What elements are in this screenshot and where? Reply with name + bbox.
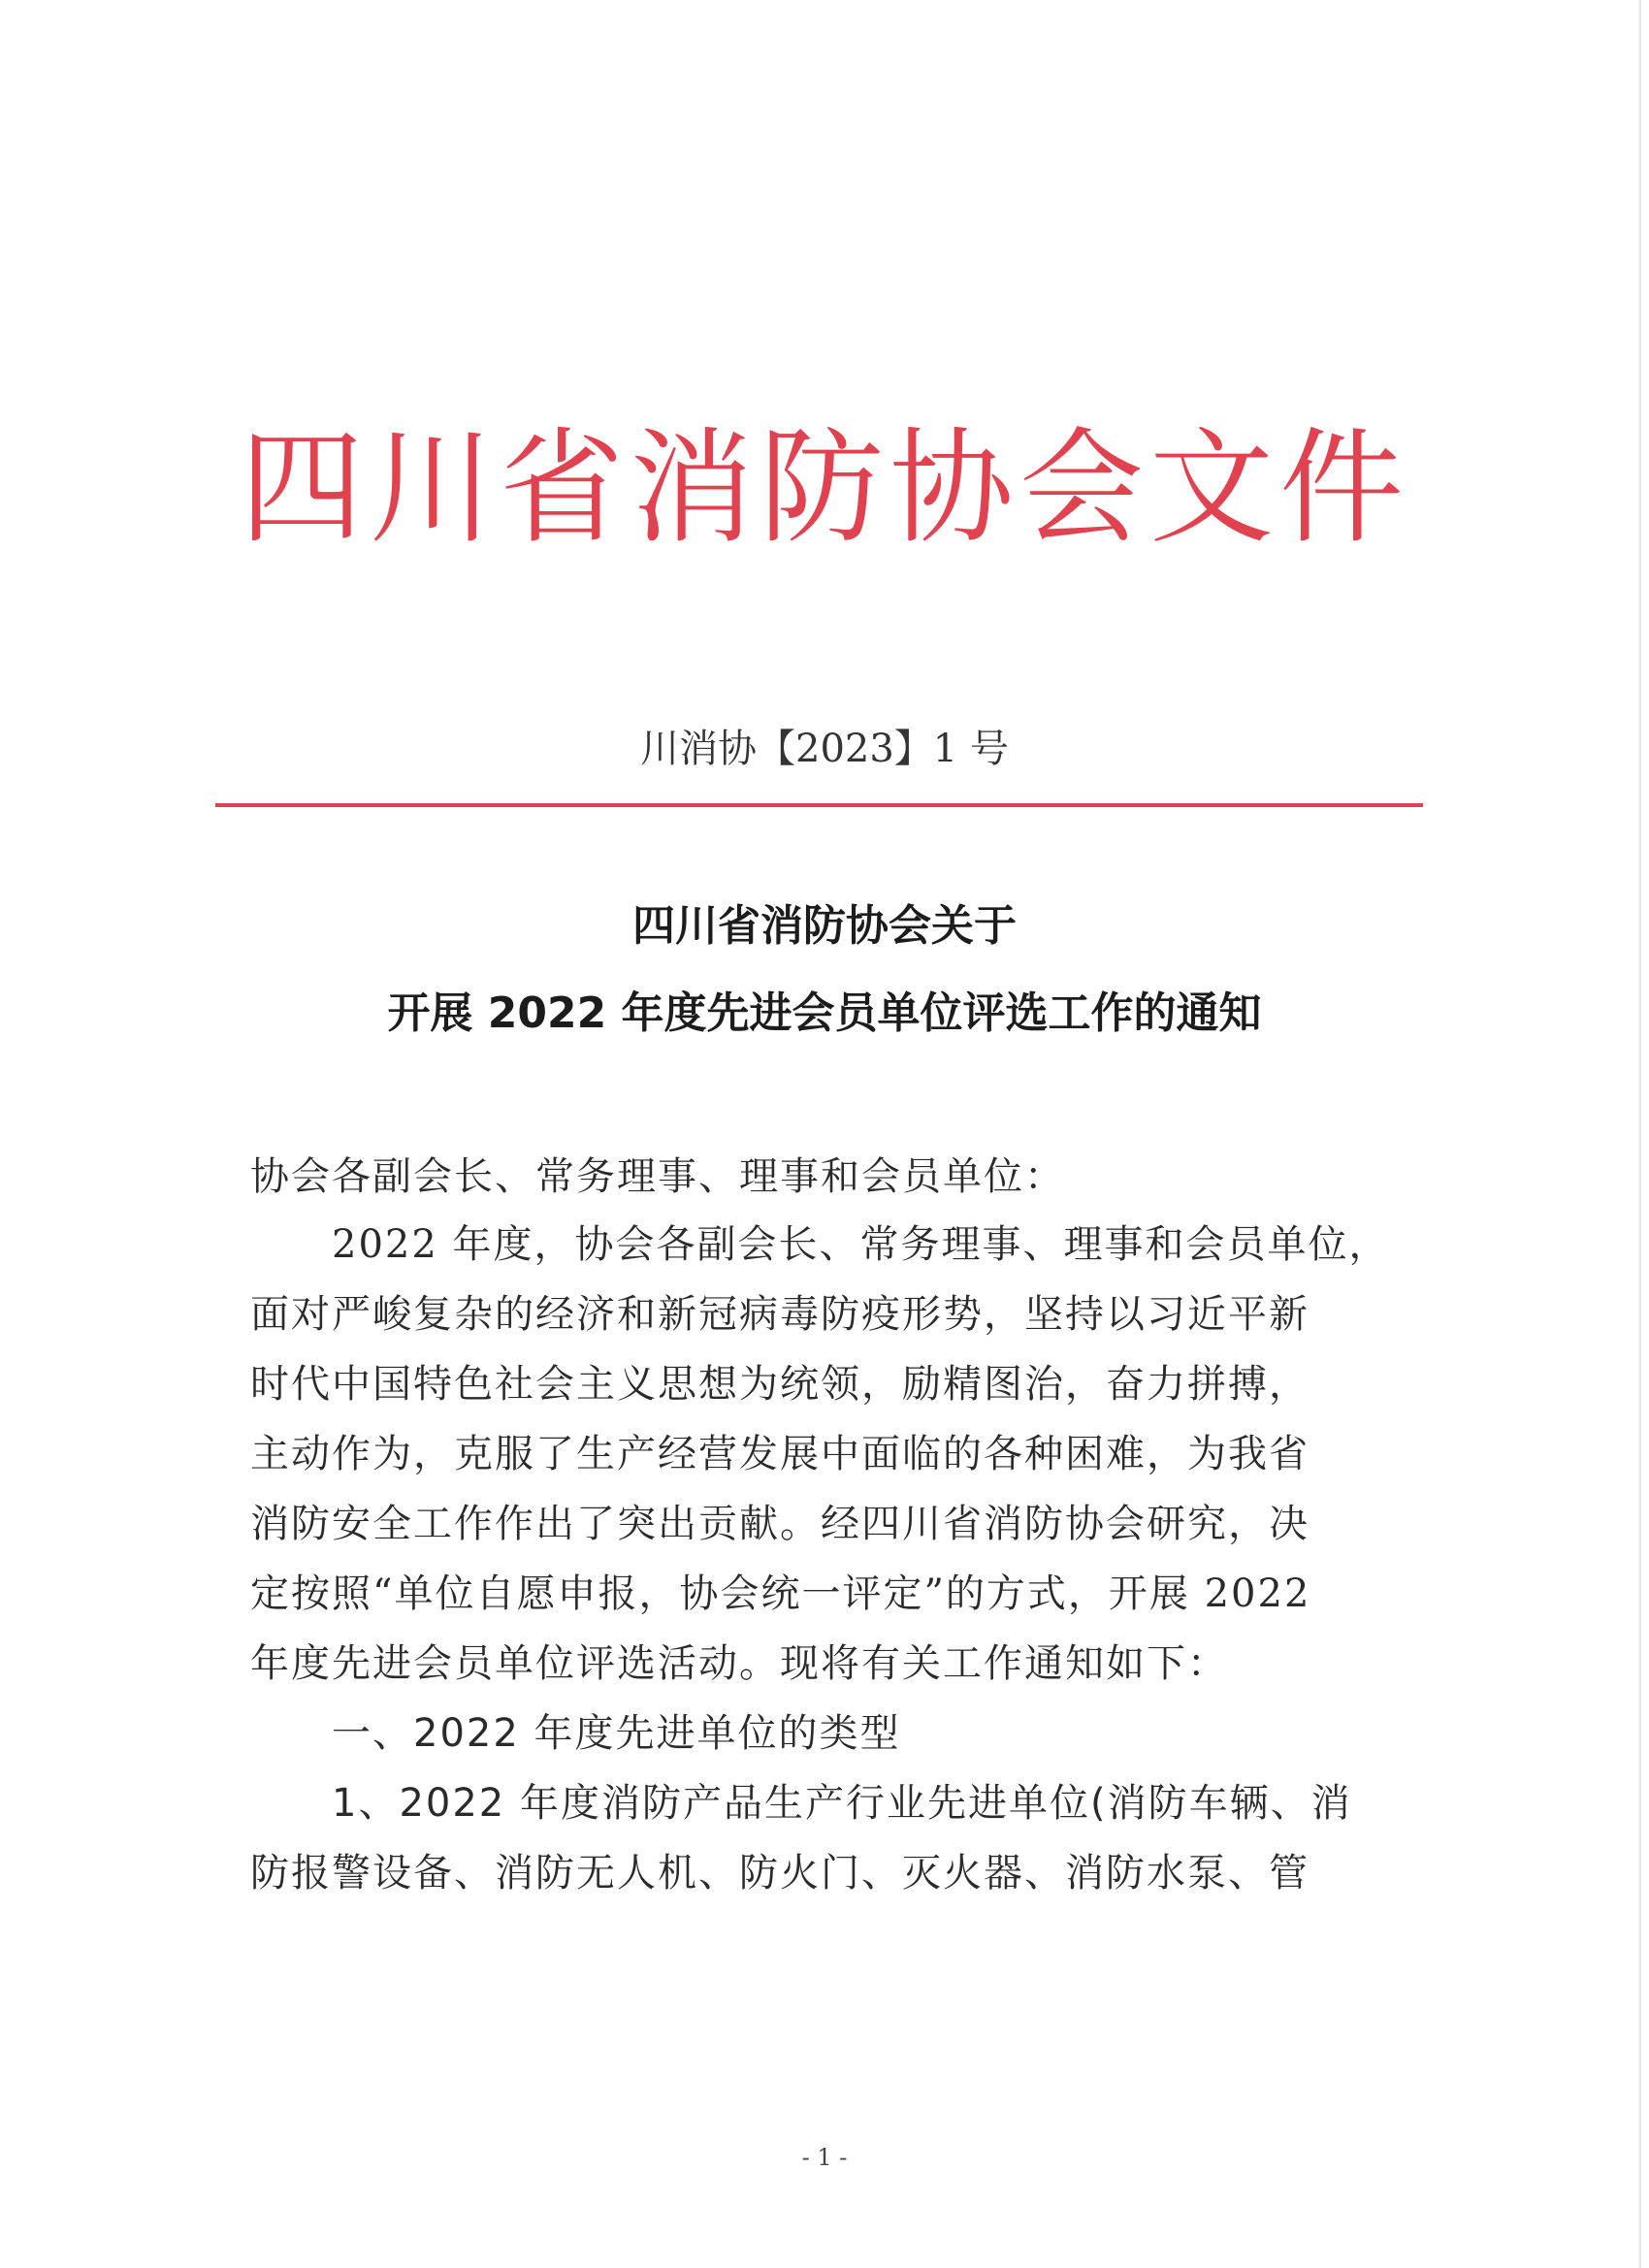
body-line: 消防安全工作作出了突出贡献。经四川省消防协会研究，决 [250, 1502, 1310, 1546]
document-number: 川消协【2023】1 号 [640, 727, 1009, 771]
section-heading: 一、2022 年度先进单位的类型 [250, 1711, 901, 1756]
page-number: - 1 - [801, 2144, 848, 2171]
masthead-title: 四川省消防协会文件 [239, 416, 1409, 561]
body-line: 定按照“单位自愿申报，协会统一评定”的方式，开展 2022 [250, 1571, 1311, 1616]
body-line: 2022 年度，协会各副会长、常务理事、理事和会员单位， [250, 1222, 1390, 1267]
notice-title-line-1: 四川省消防协会关于 [632, 901, 1017, 951]
body-line: 主动作为，克服了生产经营发展中面临的各种困难，为我省 [250, 1432, 1310, 1476]
item-line: 防报警设备、消防无人机、防火门、灭火器、消防水泵、管 [250, 1851, 1310, 1895]
scan-edge-shadow [1638, 0, 1641, 2268]
notice-title-line-2: 开展 2022 年度先进会员单位评选工作的通知 [387, 988, 1262, 1038]
body-line: 面对严峻复杂的经济和新冠病毒防疫形势，坚持以习近平新 [250, 1292, 1310, 1337]
body-line: 年度先进会员单位评选活动。现将有关工作通知如下： [250, 1641, 1228, 1686]
red-divider-rule [215, 803, 1423, 807]
item-line: 1、2022 年度消防产品生产行业先进单位(消防车辆、消 [250, 1781, 1352, 1826]
salutation: 协会各副会长、常务理事、理事和会员单位： [250, 1154, 1065, 1199]
body-line: 时代中国特色社会主义思想为统领，励精图治，奋力拼搏， [250, 1362, 1310, 1407]
